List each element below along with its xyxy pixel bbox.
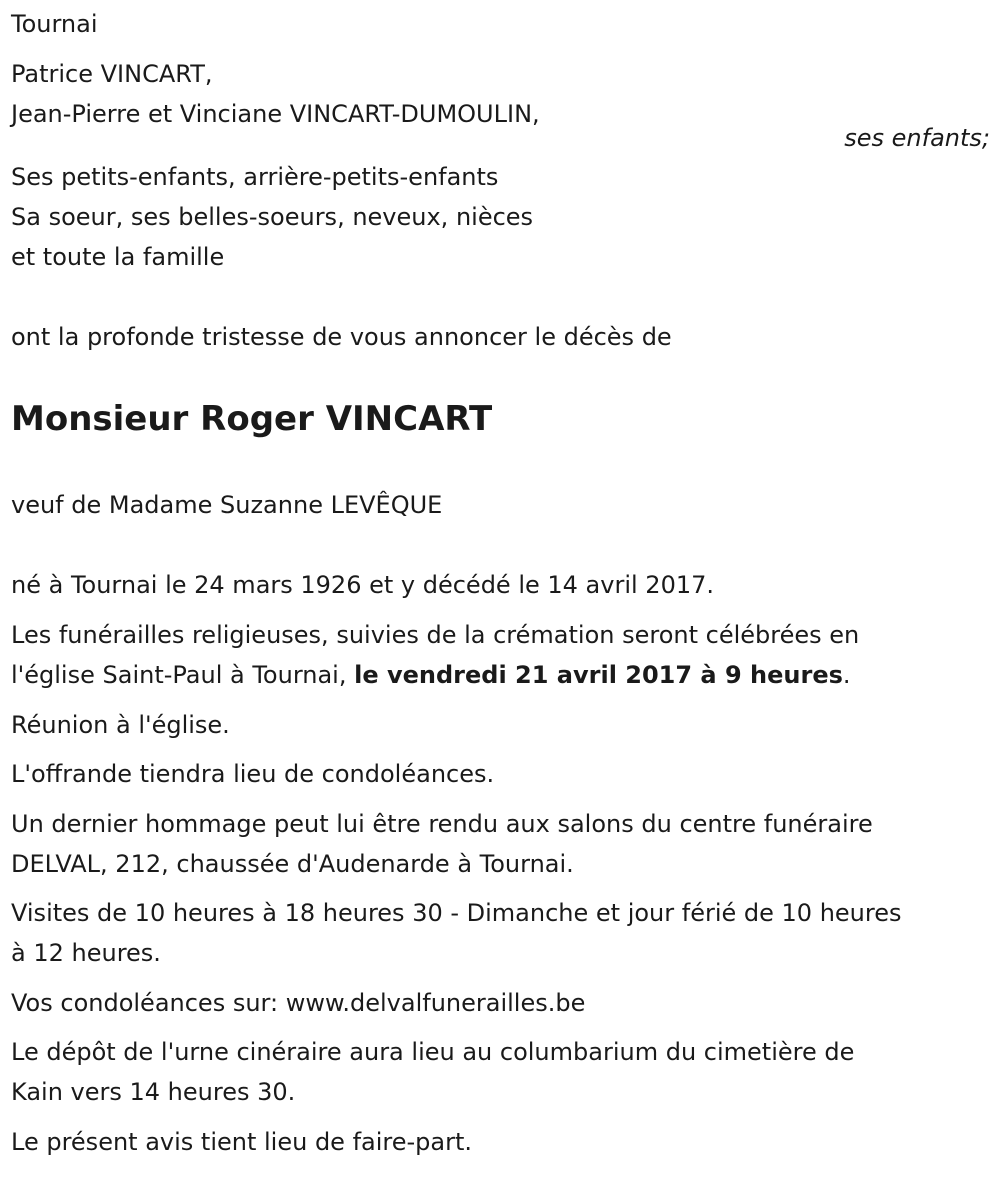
funeral-date: le vendredi 21 avril 2017 à 9 heures	[354, 661, 843, 689]
family-line-1: Ses petits-enfants, arrière-petits-enfants	[11, 163, 499, 191]
child-line-1: Patrice VINCART,	[11, 60, 213, 88]
visits-line-2: à 12 heures.	[11, 939, 161, 967]
birth-death-text: né à Tournai le 24 mars 1926 et y décédé le 14 avril 2017.	[11, 571, 715, 599]
meeting-text: Réunion à l'église.	[11, 711, 230, 739]
funeral-line-2	[11, 660, 851, 690]
child-line-2: Jean-Pierre et Vinciane VINCART-DUMOULIN,	[11, 100, 540, 128]
family-line-2: Sa soeur, ses belles-soeurs, neveux, nièces	[11, 203, 534, 231]
visits-line-1: Visites de 10 heures à 18 heures 30 - Dimanche et jour férié de 10 heures	[11, 899, 902, 927]
urn-line-1: Le dépôt de l'urne cinéraire aura lieu au columbarium du cimetière de	[11, 1038, 855, 1066]
homage-line-2: DELVAL, 212, chaussée d'Audenarde à Tournai.	[11, 850, 574, 878]
offering-text: L'offrande tiendra lieu de condoléances.	[11, 760, 495, 788]
funeral-line-1: Les funérailles religieuses, suivies de la crémation seront célébrées en	[11, 621, 860, 649]
urn-line-2: Kain vers 14 heures 30.	[11, 1078, 296, 1106]
closing-text: Le présent avis tient lieu de faire-part.	[11, 1128, 473, 1156]
funeral-line-end: .	[842, 661, 851, 689]
deceased-name: Monsieur Roger VINCART	[11, 399, 493, 439]
funeral-location: l'église Saint-Paul à Tournai,	[11, 661, 355, 689]
family-line-3: et toute la famille	[11, 243, 225, 271]
condolences-text: Vos condoléances sur: www.delvalfunerailles.be	[11, 989, 586, 1017]
children-relation: ses enfants;	[844, 124, 990, 152]
city-header: Tournai	[11, 10, 98, 38]
widow-of-text: veuf de Madame Suzanne LEVÊQUE	[11, 491, 443, 519]
homage-line-1: Un dernier hommage peut lui être rendu aux salons du centre funéraire	[11, 810, 873, 838]
announcement-text: ont la profonde tristesse de vous annoncer le décès de	[11, 323, 672, 351]
